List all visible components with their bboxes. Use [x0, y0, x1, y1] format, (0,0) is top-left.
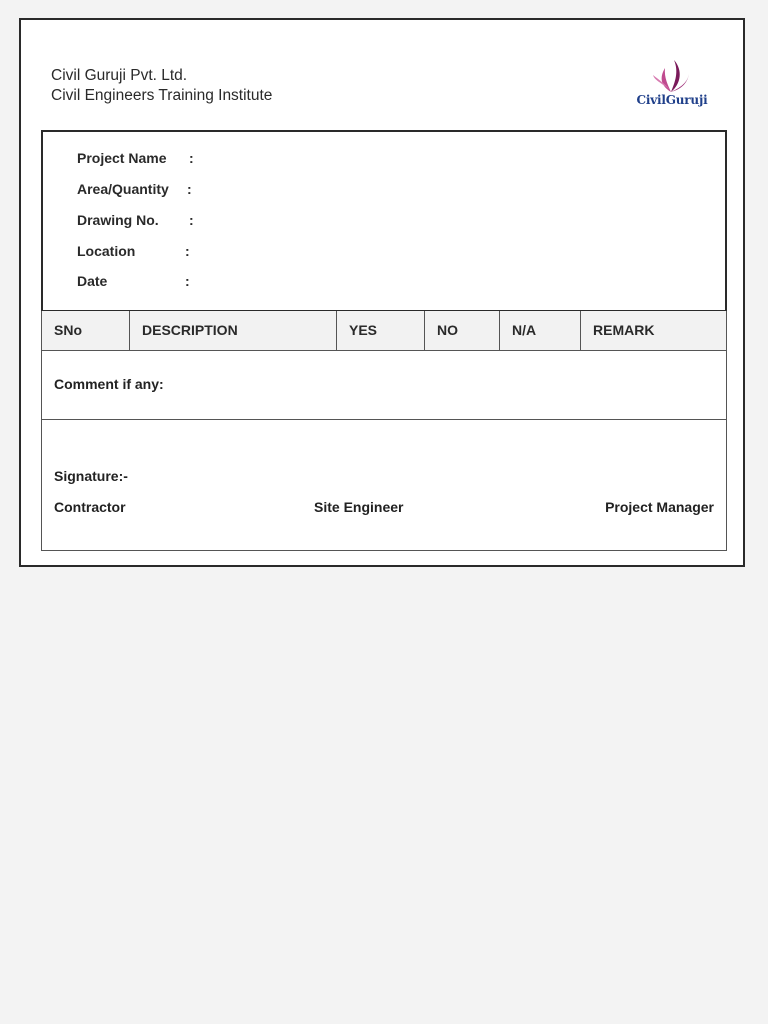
checklist-table-header: [41, 311, 727, 351]
logo-flame-icon: [649, 58, 695, 94]
column-header-no: NO: [425, 311, 500, 350]
field-label: Project Name: [77, 150, 167, 166]
company-subtitle: Civil Engineers Training Institute: [51, 87, 273, 104]
signature-section: [41, 420, 727, 551]
field-colon: :: [189, 150, 194, 166]
field-label: Location: [77, 243, 136, 259]
signature-label: Signature:-: [54, 468, 128, 484]
comment-section: [41, 351, 727, 420]
field-colon: :: [187, 181, 192, 197]
field-area-quantity: [77, 181, 192, 197]
signature-role-project-manager: Project Manager: [605, 499, 714, 515]
project-info-box: [41, 130, 727, 312]
field-project-name: [77, 150, 194, 166]
checklist-form-page: [19, 18, 745, 567]
field-label: Area/Quantity: [77, 181, 169, 197]
company-name: Civil Guruji Pvt. Ltd.: [51, 67, 188, 84]
field-colon: :: [185, 243, 190, 259]
field-label: Date: [77, 273, 108, 289]
field-date: [77, 273, 190, 289]
field-colon: :: [185, 273, 190, 289]
company-header: [51, 66, 272, 106]
column-header-yes: YES: [337, 311, 425, 350]
field-colon: :: [189, 212, 194, 228]
column-header-description: DESCRIPTION: [130, 311, 337, 350]
civilguruji-logo: [627, 58, 717, 114]
signature-role-site-engineer: Site Engineer: [314, 499, 404, 515]
column-header-sno: SNo: [42, 311, 130, 350]
column-header-remark: REMARK: [593, 322, 655, 338]
logo-wordmark: CivilGuruji: [636, 93, 708, 107]
signature-role-contractor: Contractor: [54, 499, 126, 515]
field-drawing-no: [77, 212, 194, 228]
field-label: Drawing No.: [77, 212, 159, 228]
comment-label: Comment if any:: [54, 376, 164, 392]
field-location: [77, 243, 190, 259]
column-header-na: N/A: [500, 311, 581, 350]
